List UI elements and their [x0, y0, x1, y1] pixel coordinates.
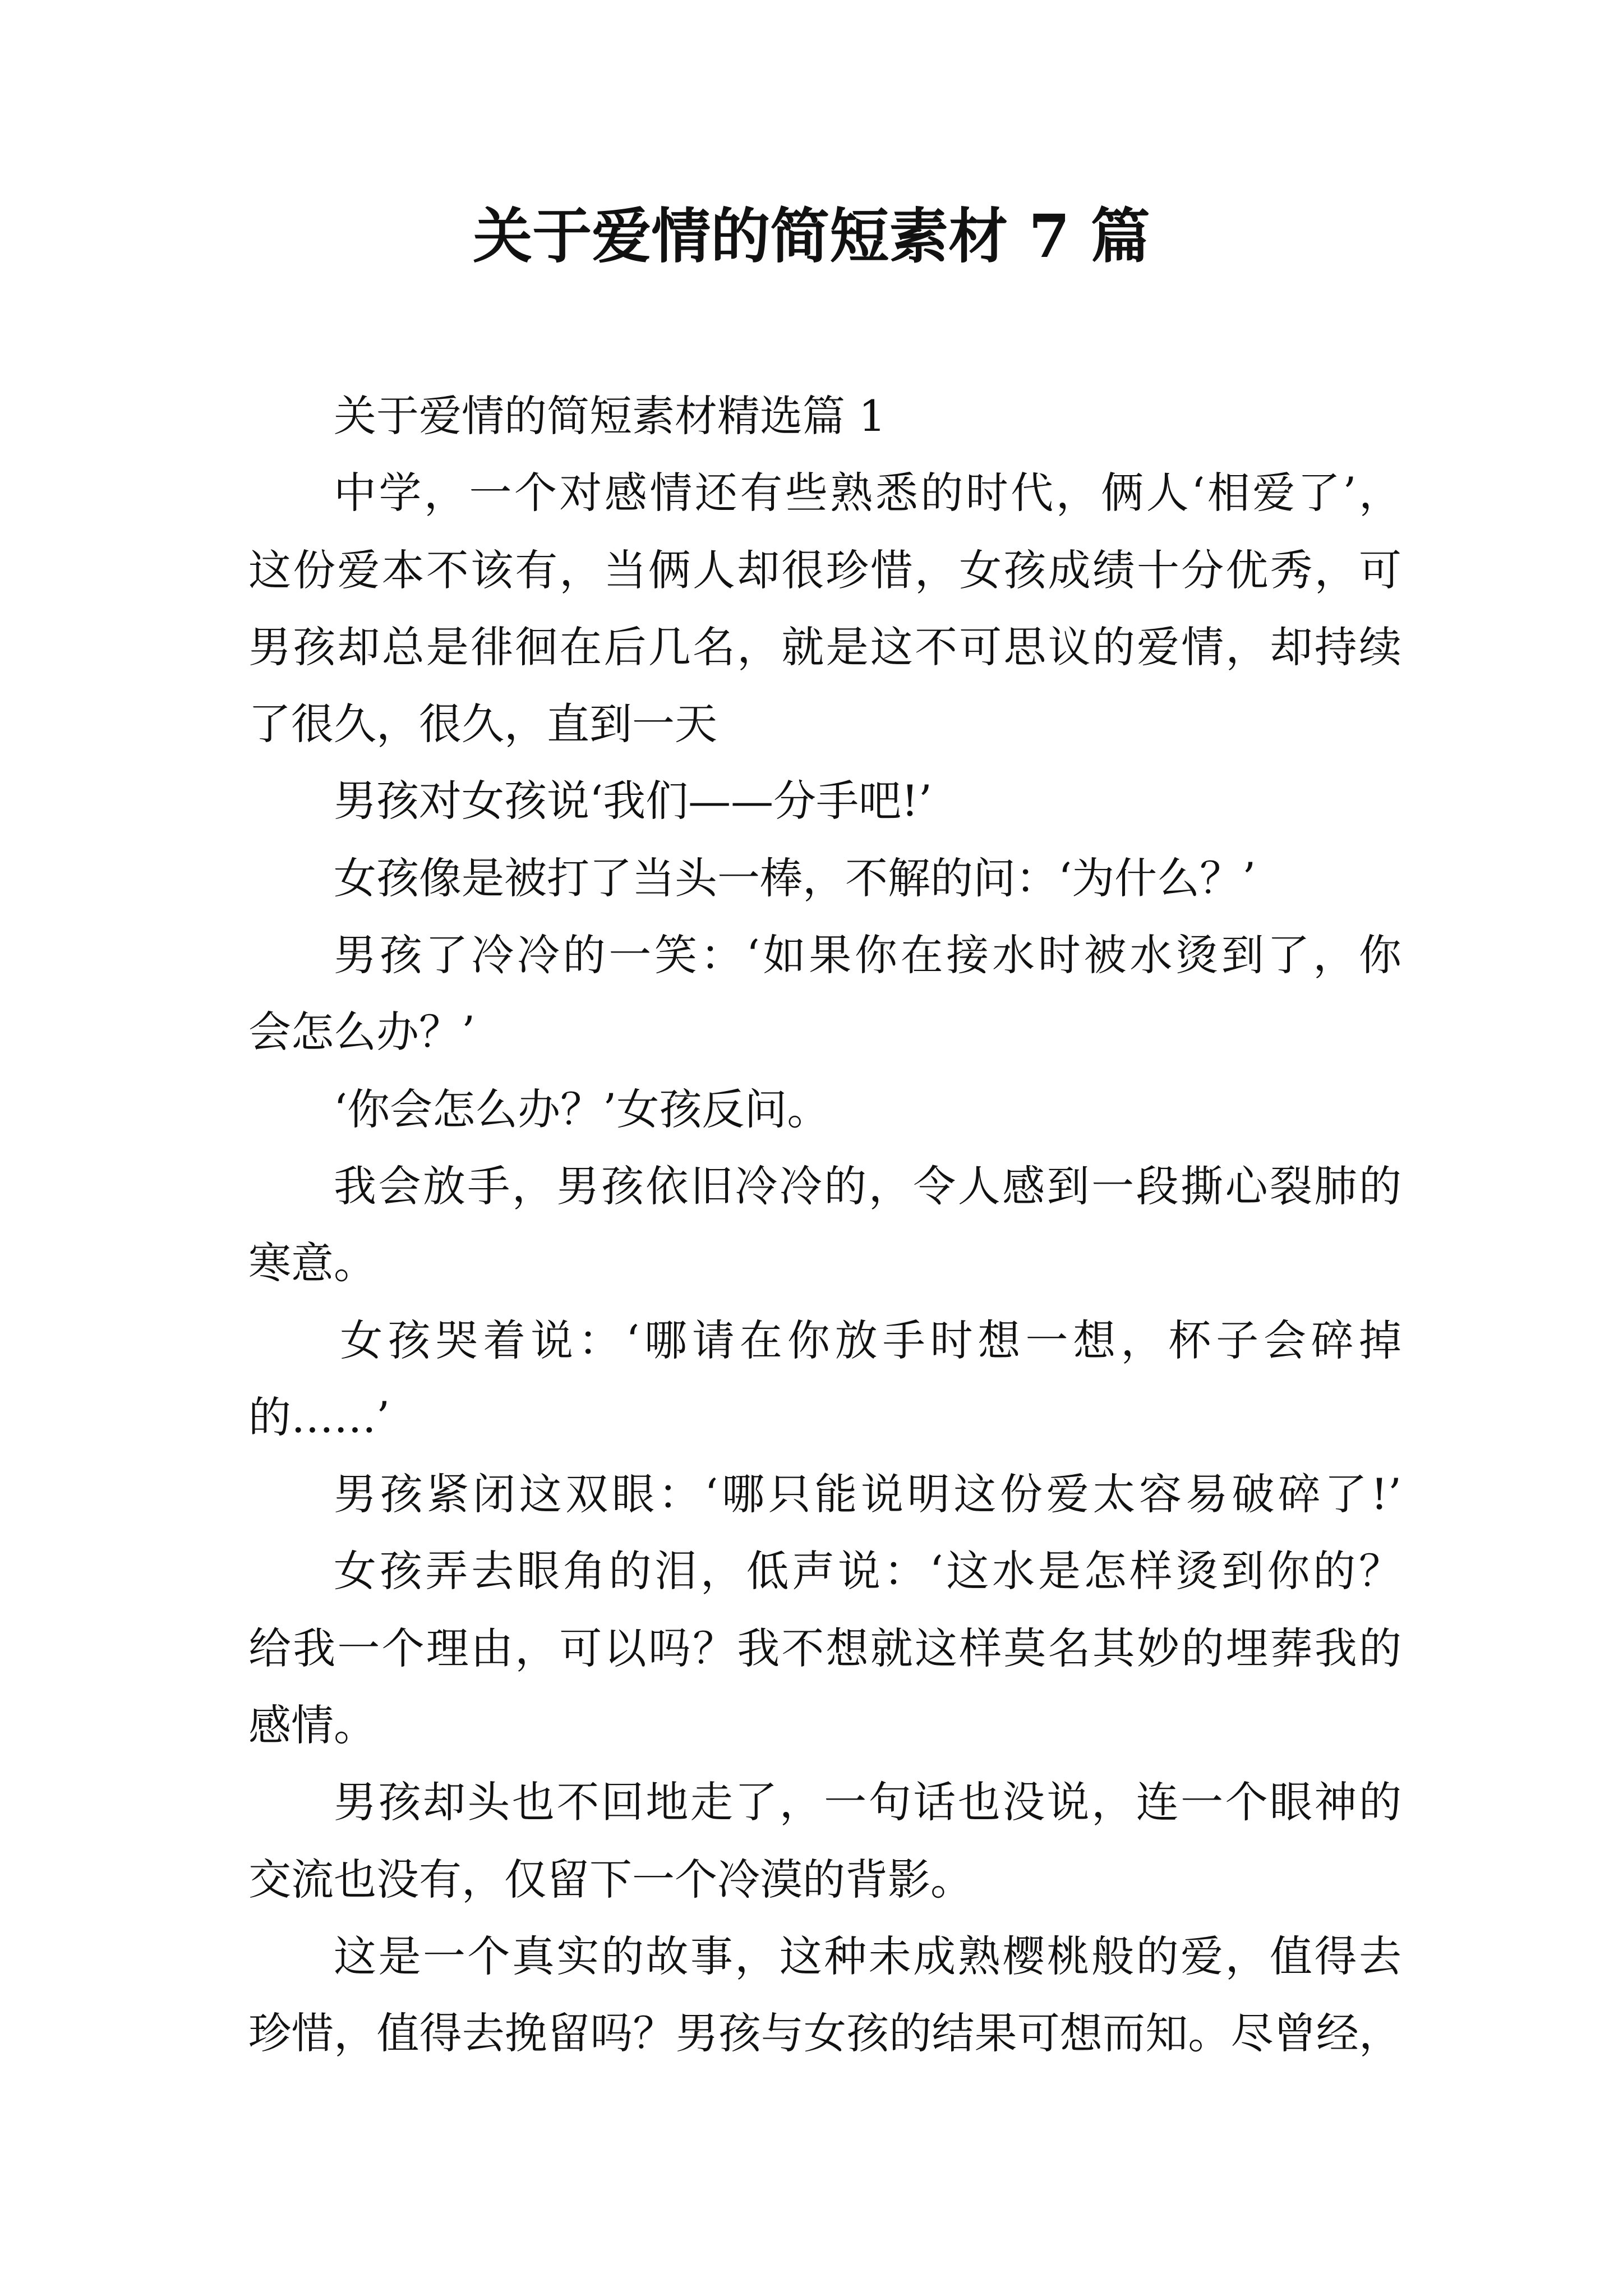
- text-line: 男孩紧闭这双眼：‘哪只能说明这份爱太容易破碎了!’: [334, 1469, 1401, 1520]
- text-line: 感情。: [248, 1700, 376, 1751]
- paragraph: [248, 1918, 1401, 2072]
- text-line: 交流也没有，仅留下一个冷漠的背影。: [248, 1854, 973, 1904]
- text-line: 我会放手，男孩依旧冷冷的，令人感到一段撕心裂肺的: [334, 1161, 1401, 1211]
- paragraph: [248, 840, 1401, 917]
- paragraph: [248, 762, 1401, 839]
- text-line: 女孩弄去眼角的泪，低声说：‘这水是怎样烫到你的？: [334, 1546, 1401, 1596]
- text-line: 男孩对女孩说‘我们——分手吧!’: [334, 776, 932, 826]
- text-line: 给我一个理由，可以吗？我不想就这样莫名其妙的埋葬我的: [248, 1623, 1401, 1673]
- text-line: 男孩却总是徘徊在后几名，就是这不可思议的爱情，却持续: [248, 622, 1401, 672]
- text-line: 这份爱本不该有，当俩人却很珍惜，女孩成绩十分优秀，可: [248, 545, 1401, 595]
- text-line: 男孩却头也不回地走了，一句话也没说，连一个眼神的: [334, 1777, 1401, 1828]
- paragraph-section-heading: [248, 378, 1401, 454]
- paragraph: [248, 1764, 1401, 1918]
- paragraph: [248, 454, 1401, 762]
- document-title: 关于爱情的简短素材 7 篇: [473, 201, 1150, 271]
- text-line: 会怎么办？’: [248, 1007, 476, 1057]
- text-line: 男孩了冷冷的一笑：‘如果你在接水时被水烫到了，你: [334, 930, 1401, 981]
- text-line: 寒意。: [248, 1238, 376, 1289]
- paragraph: [248, 1148, 1401, 1302]
- paragraph: [248, 1302, 1401, 1456]
- paragraph: [248, 917, 1401, 1071]
- text-line: ‘你会怎么办？’女孩反问。: [334, 1084, 830, 1134]
- text-line: 的……’: [248, 1392, 390, 1442]
- paragraph: [248, 1071, 1401, 1148]
- paragraph: [248, 1456, 1401, 1533]
- paragraph: [248, 1533, 1401, 1764]
- text-line: 珍惜，值得去挽留吗？男孩与女孩的结果可想而知。尽曾经，: [248, 2008, 1401, 2059]
- document-body: [248, 378, 1401, 2072]
- text-line: 关于爱情的简短素材精选篇 1: [334, 391, 886, 441]
- text-line: 女孩像是被打了当头一棒，不解的问：‘为什么？’: [334, 853, 1256, 903]
- text-line: 中学，一个对感情还有些熟悉的时代，俩人‘相爱了’，: [334, 468, 1401, 518]
- text-line: 了很久，很久，直到一天: [248, 699, 717, 749]
- text-line: 这是一个真实的故事，这种未成熟樱桃般的爱，值得去: [334, 1931, 1401, 1981]
- text-line: 女孩哭着说：‘哪请在你放手时想一想，杯子会碎掉: [340, 1315, 1401, 1365]
